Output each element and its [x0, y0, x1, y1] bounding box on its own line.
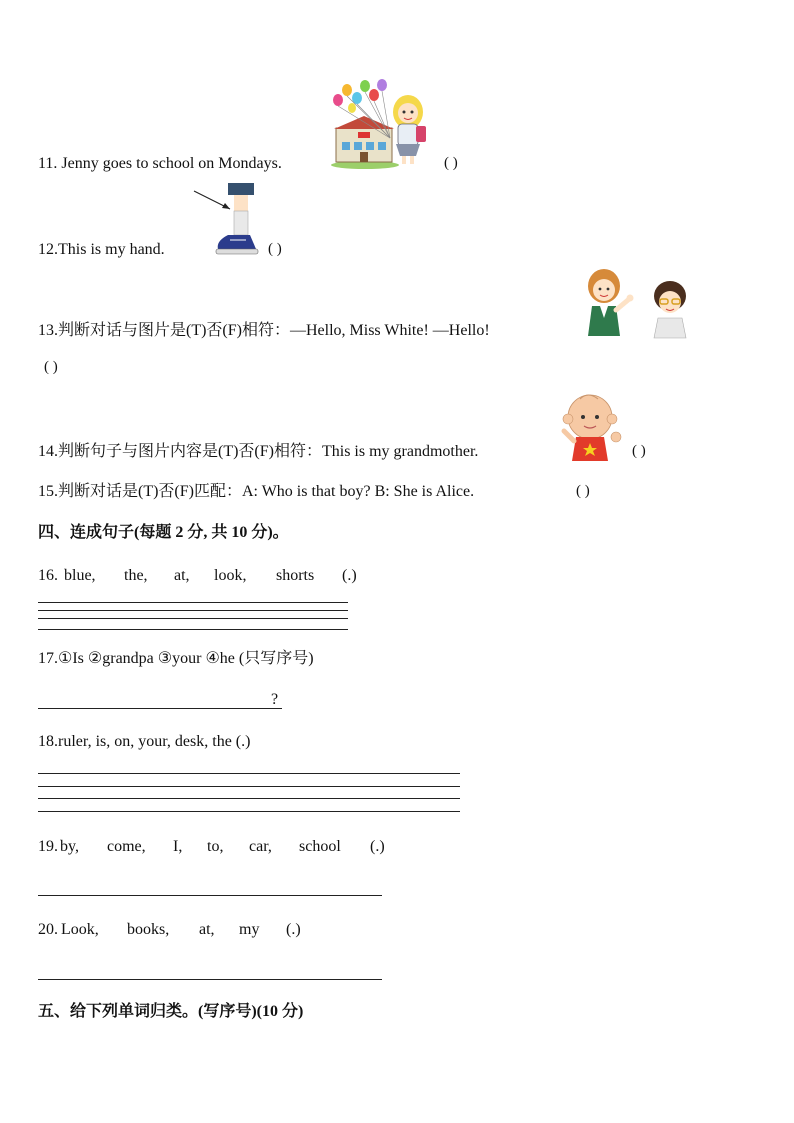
- question-16-word-5: shorts: [276, 567, 315, 584]
- question-14: [38, 442, 478, 462]
- question-20-answer-line[interactable]: [38, 979, 382, 980]
- question-18-answer-line-4[interactable]: [38, 811, 460, 812]
- teacher-and-boy-illustration: [582, 266, 697, 338]
- question-17-text: 17.①Is ②grandpa ③your ④he (只写序号): [38, 650, 314, 667]
- question-19-word-3: I,: [173, 838, 183, 855]
- question-16: [38, 566, 58, 586]
- question-13-text: 13.判断对话与图片是(T)否(F)相符：—Hello, Miss White! —Hello!: [38, 322, 490, 339]
- question-16-word-6: (.): [342, 567, 357, 584]
- question-19-word-2: come,: [107, 838, 146, 855]
- question-18-answer-line-3[interactable]: [38, 798, 460, 799]
- question-16-word-2: the,: [124, 567, 148, 584]
- question-14-answer-blank[interactable]: ( ): [632, 443, 646, 459]
- question-11-text: 11. Jenny goes to school on Mondays.: [38, 155, 282, 172]
- question-15-text: 15.判断对话是(T)否(F)匹配：A: Who is that boy? B: She is Alice.: [38, 483, 475, 500]
- question-14-text: 14.判断句子与图片内容是(T)否(F)相符：This is my grandmother.: [38, 443, 479, 460]
- question-16-word-3: at,: [174, 567, 190, 584]
- question-20-word-1: Look,: [61, 921, 99, 938]
- question-12-answer-blank[interactable]: ( ): [268, 241, 282, 257]
- question-16-word-4: look,: [214, 567, 247, 584]
- question-19-number: 19.: [38, 838, 58, 855]
- question-15-answer-blank[interactable]: ( ): [576, 483, 590, 499]
- question-16-answer-line-4[interactable]: [38, 629, 348, 630]
- question-17: [38, 649, 314, 669]
- question-20-word-3: at,: [199, 921, 215, 938]
- question-12: [38, 240, 165, 260]
- question-19: [38, 837, 58, 857]
- question-17-answer-line[interactable]: [38, 708, 282, 709]
- question-16-answer-line-3[interactable]: [38, 618, 348, 619]
- question-20-word-4: my: [239, 921, 260, 938]
- question-19-word-7: (.): [370, 838, 385, 855]
- question-19-answer-line[interactable]: [38, 895, 382, 896]
- question-19-word-6: school: [299, 838, 341, 855]
- question-19-word-4: to,: [207, 838, 224, 855]
- question-19-word-5: car,: [249, 838, 272, 855]
- question-16-answer-line-1[interactable]: [38, 602, 348, 603]
- question-11-answer-blank[interactable]: ( ): [444, 155, 458, 171]
- question-19-word-1: by,: [60, 838, 79, 855]
- question-20-word-2: books,: [127, 921, 170, 938]
- question-18: [38, 732, 250, 752]
- question-18-text: 18.ruler, is, on, your, desk, the (.): [38, 733, 251, 750]
- question-12-text: 12.This is my hand.: [38, 241, 165, 258]
- section-5-title: 五、给下列单词归类。(写序号)(10 分): [38, 1003, 304, 1020]
- question-20: [38, 920, 58, 940]
- question-13: [38, 321, 490, 341]
- leg-with-sneaker-illustration: [190, 183, 260, 258]
- question-20-number: 20.: [38, 921, 58, 938]
- question-18-answer-line-1[interactable]: [38, 773, 460, 774]
- question-17-end-mark: ?: [271, 691, 279, 708]
- question-13-answer-blank[interactable]: ( ): [44, 359, 58, 375]
- question-16-number: 16.: [38, 567, 58, 584]
- school-girl-balloons-illustration: [330, 80, 435, 170]
- question-16-answer-line-2[interactable]: [38, 610, 348, 611]
- cartoon-baby-illustration: [558, 393, 626, 463]
- question-16-word-1: blue,: [64, 567, 96, 584]
- question-15: [38, 482, 474, 502]
- section-4-title: 四、连成句子(每题 2 分, 共 10 分)。: [38, 524, 289, 541]
- question-20-word-5: (.): [286, 921, 301, 938]
- question-11: [38, 154, 282, 174]
- question-18-answer-line-2[interactable]: [38, 786, 460, 787]
